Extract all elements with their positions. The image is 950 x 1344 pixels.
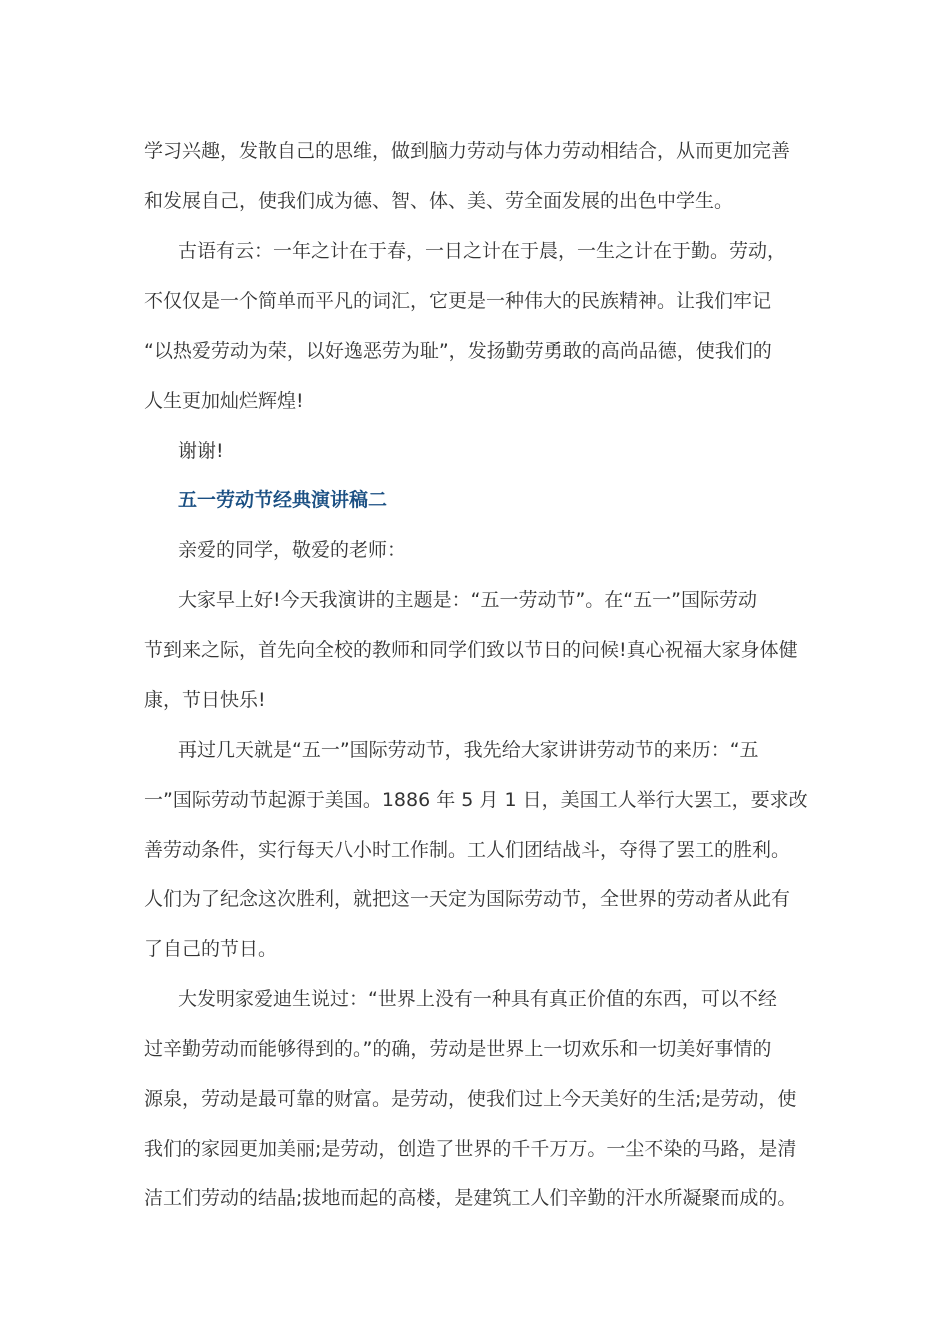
body-text-line: “以热爱劳动为荣，以好逸恶劳为耻”，发扬勤劳勇敢的高尚品德，使我们的 <box>144 340 772 362</box>
body-text-line: 不仅仅是一个简单而平凡的词汇，它更是一种伟大的民族精神。让我们牢记 <box>144 290 772 312</box>
body-text-line: 大家早上好!今天我演讲的主题是：“五一劳动节”。在“五一”国际劳动 <box>178 589 757 611</box>
body-text-line: 康，节日快乐! <box>144 689 266 711</box>
body-text-line: 再过几天就是“五一”国际劳动节，我先给大家讲讲劳动节的来历：“五 <box>178 739 759 761</box>
body-text-line: 节到来之际，首先向全校的教师和同学们致以节日的问候!真心祝福大家身体健 <box>144 639 798 661</box>
body-text-line: 人生更加灿烂辉煌! <box>144 390 304 412</box>
body-text-line: 过辛勤劳动而能够得到的。”的确，劳动是世界上一切欢乐和一切美好事情的 <box>144 1038 772 1060</box>
body-text-line: 善劳动条件，实行每天八小时工作制。工人们团结战斗，夺得了罢工的胜利。 <box>144 839 791 861</box>
body-text-line: 一”国际劳动节起源于美国。1886 年 5 月 1 日，美国工人举行大罢工，要求改 <box>144 789 808 811</box>
body-text-line: 源泉，劳动是最可靠的财富。是劳动，使我们过上今天美好的生活;是劳动，使 <box>144 1088 797 1110</box>
section-heading: 五一劳动节经典演讲稿二 <box>178 489 388 511</box>
body-text-line: 古语有云：一年之计在于春，一日之计在于晨，一生之计在于勤。劳动， <box>178 240 787 262</box>
body-text-line: 亲爱的同学，敬爱的老师： <box>178 539 407 561</box>
body-text-line: 大发明家爱迪生说过：“世界上没有一种具有真正价值的东西，可以不经 <box>178 988 777 1010</box>
body-text-line: 和发展自己，使我们成为德、智、体、美、劳全面发展的出色中学生。 <box>144 190 734 212</box>
body-text-line: 学习兴趣，发散自己的思维，做到脑力劳动与体力劳动相结合，从而更加完善 <box>144 140 791 162</box>
body-text-line: 洁工们劳动的结晶;拔地而起的高楼，是建筑工人们辛勤的汗水所凝聚而成的。 <box>144 1187 797 1209</box>
body-text-line: 人们为了纪念这次胜利，就把这一天定为国际劳动节，全世界的劳动者从此有 <box>144 888 791 910</box>
body-text-line: 谢谢! <box>178 440 224 462</box>
body-text-line: 我们的家园更加美丽;是劳动，创造了世界的千千万万。一尘不染的马路，是清 <box>144 1138 797 1160</box>
body-text-line: 了自己的节日。 <box>144 938 278 960</box>
